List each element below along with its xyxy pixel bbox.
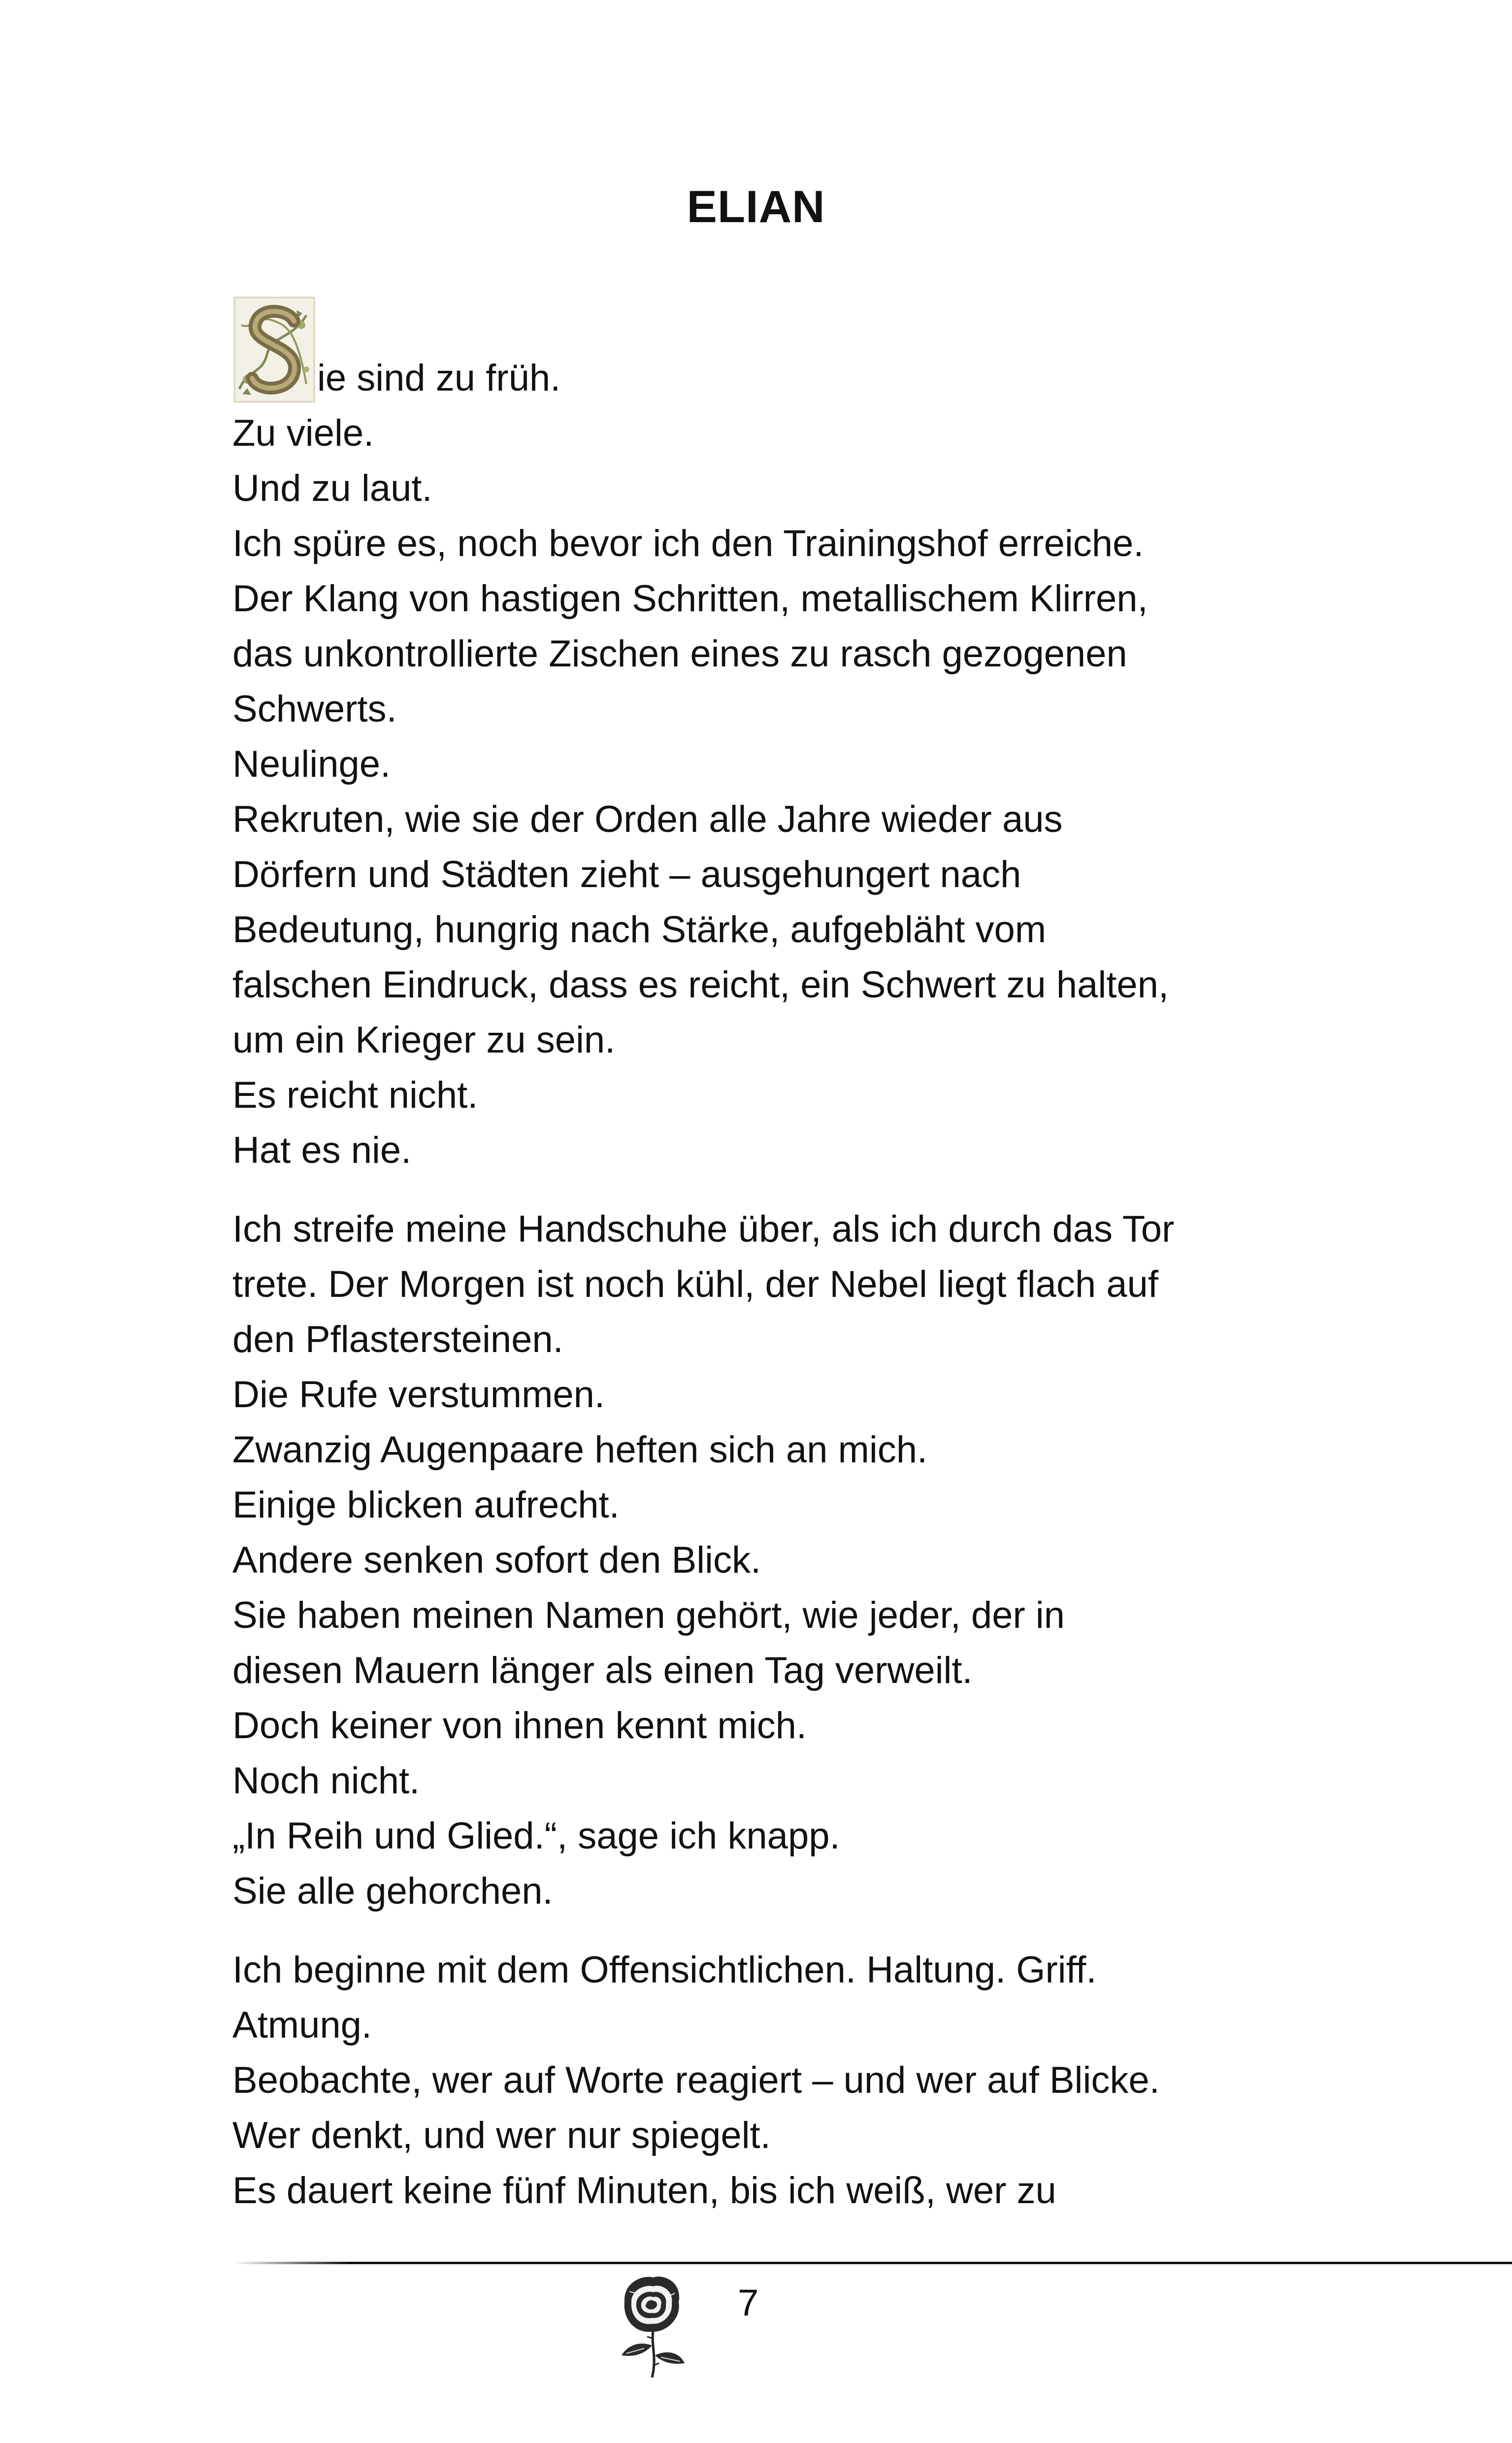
text-line: Rekruten, wie sie der Orden alle Jahre wieder aus [232, 798, 1063, 840]
text-line: den Pflastersteinen. [232, 1319, 563, 1360]
text-line: Und zu laut. [232, 467, 432, 509]
text-line: Sie alle gehorchen. [232, 1870, 553, 1912]
paragraph [232, 1202, 1326, 1919]
chapter-title: ELIAN [687, 182, 825, 232]
text-line: Ich beginne mit dem Offensichtlichen. Haltung. Griff. [232, 1949, 1097, 1991]
text-line: Atmung. [232, 2004, 372, 2046]
text-line: um ein Krieger zu sein. [232, 1019, 616, 1061]
text-line: Zu viele. [232, 412, 374, 454]
text-line: Beobachte, wer auf Worte reagiert – und wer auf Blicke. [232, 2059, 1160, 2101]
text-line [232, 351, 1326, 406]
text-line: falschen Eindruck, dass es reicht, ein Schwert zu halten, [232, 964, 1169, 1006]
text-line: Die Rufe verstummen. [232, 1374, 605, 1416]
text-line: Zwanzig Augenpaare heften sich an mich. [232, 1429, 928, 1471]
text-line: „In Reih und Glied.“, sage ich knapp. [232, 1815, 840, 1857]
ornate-dropcap-s-icon [232, 296, 316, 404]
text-line: Einige blicken aufrecht. [232, 1484, 620, 1526]
rose-icon [610, 2272, 693, 2380]
text-line: diesen Mauern länger als einen Tag verweilt. [232, 1650, 973, 1691]
text-line: Dörfern und Städten zieht – ausgehungert nach [232, 854, 1021, 895]
text-line: Es reicht nicht. [232, 1074, 478, 1116]
text-line: Sie haben meinen Namen gehört, wie jeder, der in [232, 1594, 1065, 1636]
text-line: Der Klang von hastigen Schritten, metallischem Klirren, [232, 578, 1148, 620]
text-line: Doch keiner von ihnen kennt mich. [232, 1705, 807, 1747]
text-line: das unkontrollierte Zischen eines zu rasch gezogenen [232, 633, 1127, 675]
paragraph [232, 351, 1326, 1178]
text-line: Andere senken sofort den Blick. [232, 1539, 761, 1581]
text-line: Hat es nie. [232, 1129, 412, 1171]
text-line: Wer denkt, und wer nur spiegelt. [232, 2114, 771, 2156]
chapter-body [232, 351, 1326, 2242]
dropcap-line-rest: ie sind zu früh. [317, 357, 561, 399]
text-line: Bedeutung, hungrig nach Stärke, aufgebläht vom [232, 909, 1047, 951]
text-line: Schwerts. [232, 688, 397, 730]
text-line: Noch nicht. [232, 1760, 420, 1802]
paragraph [232, 1943, 1326, 2218]
text-line: Ich streife meine Handschuhe über, als ich durch das Tor [232, 1208, 1175, 1250]
text-line: Es dauert keine fünf Minuten, bis ich weiß, wer zu [232, 2170, 1056, 2212]
text-line: trete. Der Morgen ist noch kühl, der Nebel liegt flach auf [232, 1263, 1158, 1305]
text-line: Neulinge. [232, 743, 391, 785]
text-line: Ich spüre es, noch bevor ich den Trainingshof erreiche. [232, 523, 1144, 564]
page-number: 7 [738, 2282, 759, 2324]
footer-divider [232, 2262, 1512, 2264]
